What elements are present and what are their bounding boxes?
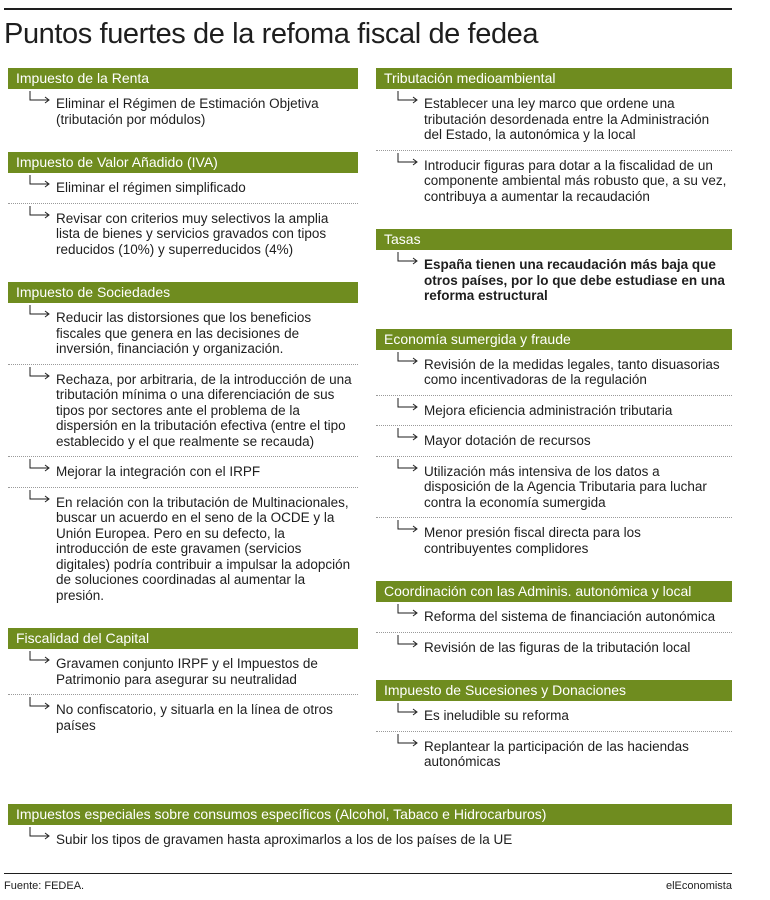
section-header: Impuesto de Sociedades [8,282,358,303]
arrow-icon [28,490,52,504]
item-text: Subir los tipos de gravamen hasta aproximarlos a los de los países de la UE [56,832,513,847]
list-item [8,365,358,458]
item-text: Es ineludible su reforma [424,708,569,723]
list-item [376,426,732,457]
arrow-icon [396,428,420,442]
item-text: Mayor dotación de recursos [424,433,591,448]
brand-credit: elEconomista [665,880,732,892]
arrow-icon [396,252,420,266]
list-item [8,649,358,695]
list-item [8,173,358,204]
list-item [376,89,732,151]
section-impuesto-renta [8,68,358,134]
list-item [8,89,358,134]
section-header: Impuesto de la Renta [8,68,358,89]
arrow-icon [396,703,420,717]
section-tasas [376,229,732,311]
section-impuestos-especiales [8,804,732,855]
item-text: Gravamen conjunto IRPF y el Impuestos de Patrimonio para asegurar su neutralidad [56,656,318,687]
item-text: Reforma del sistema de financiación autonómica [424,609,716,624]
item-text: Utilización más intensiva de los datos a disposición de la Agencia Tributaria para luchar contra la economía sumergida [424,463,707,510]
arrow-icon [28,827,52,841]
list-item [8,488,358,611]
section-header: Impuesto de Sucesiones y Donaciones [376,680,732,701]
arrow-icon [396,153,420,167]
section-coordinacion [376,581,732,662]
arrow-icon [396,459,420,473]
list-item [376,250,732,311]
item-text: Introducir figuras para dotar a la fiscalidad de un componente ambiental más robusto que, a su vez, contribuya a aumentar la recaudación [424,157,727,204]
arrow-icon [28,459,52,473]
arrow-icon [28,206,52,220]
list-item [376,633,732,663]
item-text: Replantear la participación de las haciendas autonómicas [424,738,689,769]
section-header: Impuesto de Valor Añadido (IVA) [8,152,358,173]
list-item [8,204,358,265]
arrow-icon [28,305,52,319]
section-fiscalidad-capital [8,628,358,740]
arrow-icon [396,635,420,649]
item-text: Mejorar la integración con el IRPF [56,464,261,479]
section-economia-sumergida [376,329,732,564]
arrow-icon [28,651,52,665]
item-text: Rechaza, por arbitraria, de la introducción de una tributación mínima o una diferenciación de sus tipos por sectores ante el problema de la dispersión en la tributación efectiva (entre el tipo establecido y el que realmente se recauda) [56,371,352,449]
item-text: Eliminar el régimen simplificado [56,180,246,195]
section-iva [8,152,358,264]
arrow-icon [396,398,420,412]
section-header: Fiscalidad del Capital [8,628,358,649]
list-item [8,303,358,365]
source-note: Fuente: FEDEA. [4,880,85,892]
section-header: Tributación medioambiental [376,68,732,89]
item-text: Menor presión fiscal directa para los contribuyentes complidores [424,525,641,556]
section-sucesiones [376,680,732,777]
list-item [376,457,732,519]
list-item [376,350,732,396]
arrow-icon [396,520,420,534]
arrow-icon [396,352,420,366]
list-item [376,396,732,427]
list-item [8,457,358,488]
section-sociedades [8,282,358,610]
arrow-icon [28,91,52,105]
list-item [376,151,732,212]
arrow-icon [28,367,52,381]
arrow-icon [396,91,420,105]
arrow-icon [396,604,420,618]
right-column [376,68,732,795]
list-item [8,825,732,855]
section-header: Impuestos especiales sobre consumos específicos (Alcohol, Tabaco e Hidrocarburos) [8,804,732,825]
item-text: Reducir las distorsiones que los beneficios fiscales que genera en las decisiones de inversión, financiación y organización. [56,310,312,356]
item-text: España tienen una recaudación más baja que otros países, por lo que debe estudiase en una reforma estructural [424,257,725,303]
section-header: Coordinación con las Adminis. autonómica y local [376,581,732,602]
top-rule [4,8,732,10]
list-item [8,695,358,740]
section-medioambiental [376,68,732,211]
list-item [376,732,732,777]
item-text: Revisión de la medidas legales, tanto disuasorias como incentivadoras de la regulación [424,356,720,387]
item-text: En relación con la tributación de Multinacionales, buscar un acuerdo en el seno de la OCDE y la Unión Europea. Pero en su defecto, la introducción de este gravamen (servicios digitales) podría contribuir a impulsar la adopción de soluciones coordinadas al aumentar la presión. [56,494,351,603]
item-text: No confiscatorio, y situarla en la línea de otros países [56,702,333,733]
list-item [376,602,732,633]
item-text: Mejora eficiencia administración tributaria [424,402,673,418]
left-column [8,68,358,758]
section-header: Economía sumergida y fraude [376,329,732,350]
item-text: Revisar con criterios muy selectivos la amplia lista de bienes y servicios gravados con tipos reducidos (10%) y superreducidos (4%) [56,210,329,257]
item-text: Revisión de las figuras de la tributación local [424,639,691,655]
arrow-icon [28,697,52,711]
section-header: Tasas [376,229,732,250]
page-title: Puntos fuertes de la refoma fiscal de fedea [4,18,539,50]
item-text: Establecer una ley marco que ordene una tributación desordenada entre la Administración del Estado, la autonómica y la local [424,96,710,142]
arrow-icon [28,175,52,189]
list-item [376,518,732,563]
footer-rule [4,873,732,874]
list-item [376,701,732,732]
item-text: Eliminar el Régimen de Estimación Objetiva (tributación por módulos) [56,96,319,127]
arrow-icon [396,734,420,748]
